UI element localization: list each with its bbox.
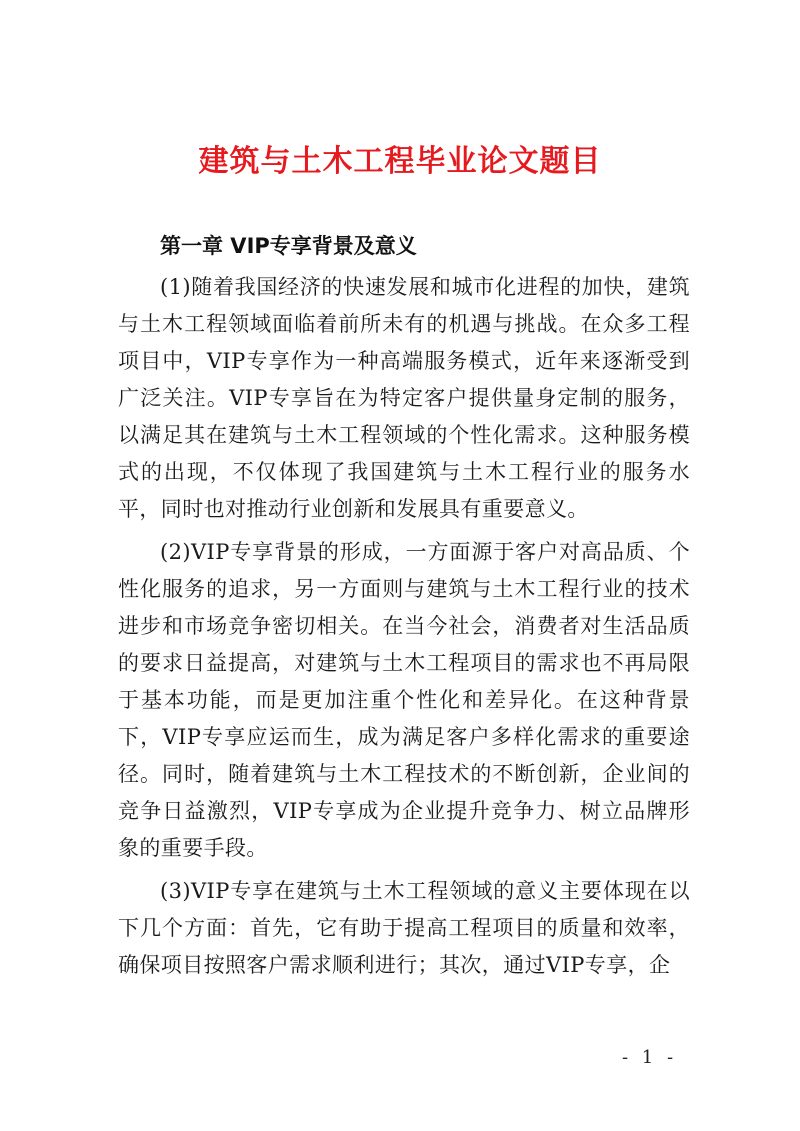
document-title: 建筑与土木工程毕业论文题目 bbox=[198, 144, 602, 179]
paragraph-2: (2)VIP专享背景的形成，一方面源于客户对高品质、个性化服务的追求，另一方面则与建筑与土木工程行业的技术进步和市场竞争密切相关。在当今社会，消费者对生活品质的要求日益提高，对建筑与土木工程项目的需求也不再局限于基本功能，而是更加注重个性化和差异化。在这种背景下，VIP专享应运而生，成为满足客户多样化需求的重要途径。同时，随着建筑与土木工程技术的不断创新，企业间的竞争日益激烈，VIP专享成为企业提升竞争力、树立品牌形象的重要手段。 bbox=[118, 540, 690, 860]
page-number: - 1 - bbox=[622, 1047, 678, 1068]
chapter-heading: 第一章 VIP专享背景及意义 bbox=[160, 234, 417, 258]
paragraph-1: (1)随着我国经济的快速发展和城市化进程的加快，建筑与土木工程领域面临着前所未有的机遇与挑战。在众多工程项目中，VIP专享作为一种高端服务模式，近年来逐渐受到广泛关注。VIP专享旨在为特定客户提供量身定制的服务，以满足其在建筑与土木工程领域的个性化需求。这种服务模式的出现，不仅体现了我国建筑与土木工程行业的服务水平，同时也对推动行业创新和发展具有重要意义。 bbox=[118, 275, 690, 521]
paragraph-3: (3)VIP专享在建筑与土木工程领域的意义主要体现在以下几个方面：首先，它有助于提高工程项目的质量和效率，确保项目按照客户需求顺利进行；其次，通过VIP专享，企 bbox=[118, 879, 690, 977]
document-body bbox=[118, 269, 690, 990]
